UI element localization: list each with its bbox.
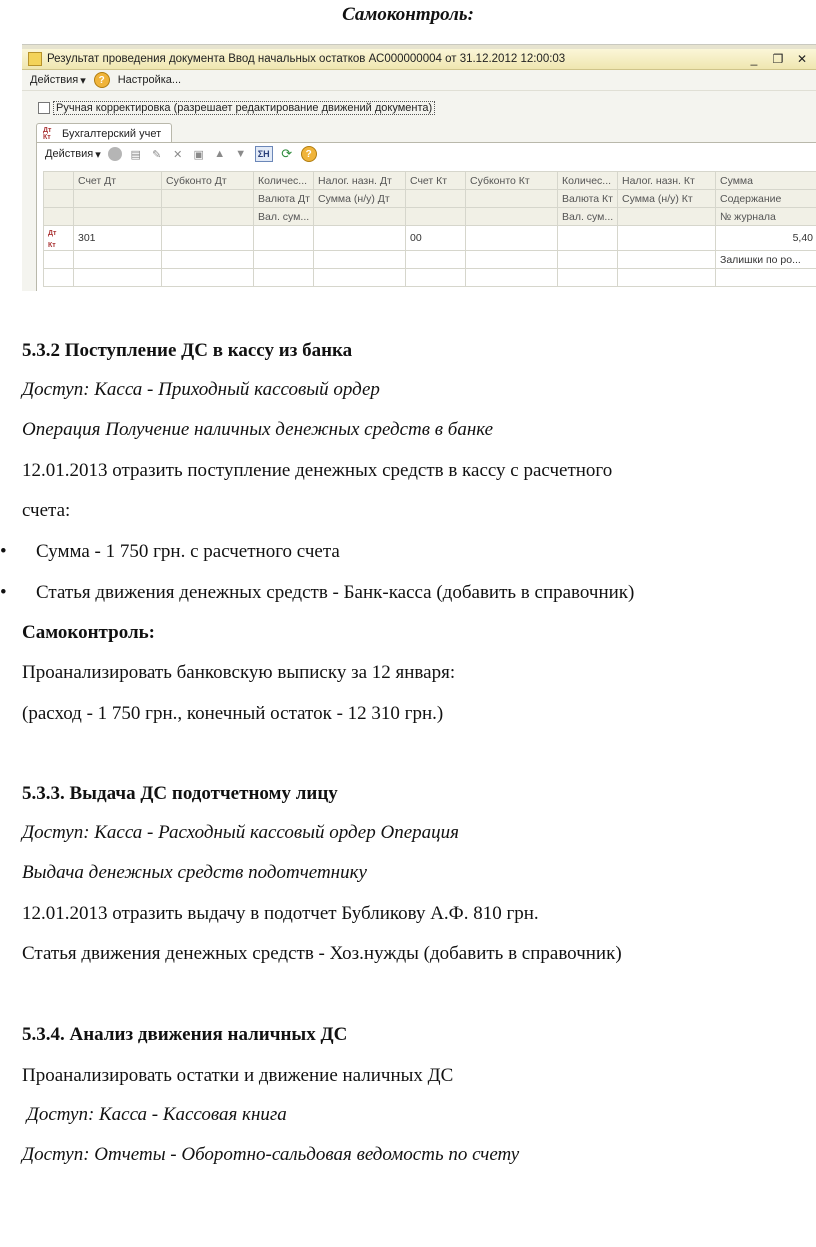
table-cell[interactable] <box>558 226 618 251</box>
table-header-row <box>44 190 816 208</box>
restore-icon[interactable]: ❐ <box>772 52 784 66</box>
operation-532: Операция Получение наличных денежных средств в банке <box>22 419 494 440</box>
table-cell[interactable] <box>466 269 558 287</box>
table-cell[interactable] <box>314 251 406 269</box>
operation-533: Выдача денежных средств подотчетнику <box>22 862 367 883</box>
table-cell[interactable] <box>466 251 558 269</box>
minimize-icon[interactable]: _ <box>750 52 758 66</box>
access-532: Доступ: Касса - Приходный кассовый ордер <box>22 379 380 400</box>
text-533-2: Статья движения денежных средств - Хоз.нужды (добавить в справочник) <box>22 943 622 964</box>
accounting-panel <box>36 142 816 291</box>
tab-accounting-label: Бухгалтерский учет <box>62 127 162 140</box>
document-icon <box>28 52 42 66</box>
save-icon[interactable]: ▣ <box>193 148 204 161</box>
move-up-icon[interactable]: ▲ <box>214 148 226 160</box>
table-cell[interactable] <box>466 226 558 251</box>
header-cell <box>466 208 558 226</box>
table-cell[interactable] <box>558 251 618 269</box>
header-cell <box>44 208 74 226</box>
table-cell[interactable] <box>254 251 314 269</box>
window-title: Результат проведения документа Ввод начальных остатков АС000000004 от 31.12.2012 12:00:03 <box>47 53 566 65</box>
debit-account-cell[interactable]: 301 <box>74 226 162 251</box>
copy-icon[interactable]: ▤ <box>130 148 141 161</box>
table-header-row <box>44 172 816 190</box>
table-cell[interactable] <box>74 251 162 269</box>
table-cell[interactable] <box>74 269 162 287</box>
chevron-down-icon: ▾ <box>80 74 86 87</box>
header-cell <box>44 172 74 190</box>
header-cell[interactable]: Сумма <box>716 172 816 190</box>
table-cell <box>44 269 74 287</box>
actions-menu-button[interactable] <box>30 74 86 87</box>
dt-kt-icon: Дт Кт <box>48 230 57 249</box>
content-cell[interactable]: Залишки по ро... <box>716 251 816 269</box>
row-icon-cell <box>44 226 74 251</box>
table-cell[interactable] <box>618 269 716 287</box>
close-icon[interactable]: ✕ <box>796 52 808 66</box>
header-cell[interactable]: Сумма (н/у) Дт <box>314 190 406 208</box>
header-cell[interactable]: Субконто Кт <box>466 172 558 190</box>
bullet-icon: • <box>0 582 7 603</box>
table-cell[interactable] <box>314 226 406 251</box>
table-cell <box>44 251 74 269</box>
doc-title: Самоконтроль: <box>342 4 474 25</box>
header-cell <box>162 190 254 208</box>
settings-button[interactable]: Настройка... <box>117 74 182 86</box>
header-cell[interactable]: Содержание <box>716 190 816 208</box>
section-heading-533: 5.3.3. Выдача ДС подотчетному лицу <box>22 783 338 804</box>
header-cell <box>406 208 466 226</box>
header-cell[interactable]: Вал. сум... <box>254 208 314 226</box>
header-cell[interactable]: Вал. сум... <box>558 208 618 226</box>
table-cell[interactable] <box>162 226 254 251</box>
window-toolbar <box>22 70 816 91</box>
header-cell[interactable]: Количес... <box>254 172 314 190</box>
window-titlebar <box>22 49 816 70</box>
table-cell[interactable] <box>618 251 716 269</box>
totals-icon[interactable]: ΣH <box>255 146 273 162</box>
table-row[interactable] <box>44 269 816 287</box>
header-cell <box>314 208 406 226</box>
grid-actions-menu-button[interactable] <box>45 148 101 161</box>
table-row[interactable] <box>44 226 816 251</box>
edit-icon[interactable]: ✎ <box>152 148 162 161</box>
chevron-down-icon: ▾ <box>95 148 101 161</box>
section-heading-534: 5.3.4. Анализ движения наличных ДС <box>22 1024 348 1045</box>
header-cell <box>466 190 558 208</box>
header-cell <box>162 208 254 226</box>
table-cell[interactable] <box>406 251 466 269</box>
manual-edit-checkbox[interactable] <box>38 102 50 114</box>
header-cell[interactable]: № журнала <box>716 208 816 226</box>
header-cell <box>74 190 162 208</box>
table-header-row <box>44 208 816 226</box>
table-cell[interactable] <box>406 269 466 287</box>
analyze-532-2: (расход - 1 750 грн., конечный остаток - 12 310 грн.) <box>22 703 444 724</box>
table-cell[interactable] <box>162 251 254 269</box>
text-533-1: 12.01.2013 отразить выдачу в подотчет Бубликову А.Ф. 810 грн. <box>22 903 539 924</box>
delete-icon[interactable]: ✕ <box>173 148 183 161</box>
list-item: Сумма - 1 750 грн. с расчетного счета <box>36 541 340 562</box>
table-cell[interactable] <box>618 226 716 251</box>
header-cell[interactable]: Налог. назн. Кт <box>618 172 716 190</box>
table-row[interactable] <box>44 251 816 269</box>
manual-edit-label[interactable]: Ручная корректировка (разрешает редактирование движений документа) <box>53 101 435 115</box>
add-icon[interactable] <box>108 147 122 161</box>
actions-label: Действия <box>30 74 79 86</box>
table-cell[interactable] <box>558 269 618 287</box>
list-item: Статья движения денежных средств - Банк-касса (добавить в справочник) <box>36 582 635 603</box>
table-cell[interactable] <box>254 226 314 251</box>
help-icon[interactable]: ? <box>94 72 110 88</box>
bullet-icon: • <box>0 541 7 562</box>
section-heading-532: 5.3.2 Поступление ДС в кассу из банка <box>22 340 353 361</box>
text-534-1: Проанализировать остатки и движение наличных ДС <box>22 1065 454 1086</box>
dt-kt-icon: Дт Кт <box>43 126 52 141</box>
header-cell[interactable]: Субконто Дт <box>162 172 254 190</box>
header-cell[interactable]: Счет Дт <box>74 172 162 190</box>
self-control-label: Самоконтроль: <box>22 622 155 643</box>
header-cell <box>74 208 162 226</box>
table-cell[interactable] <box>254 269 314 287</box>
header-cell <box>44 190 74 208</box>
table-cell[interactable] <box>716 269 816 287</box>
text-532-2: счета: <box>22 500 71 521</box>
text-532-1: 12.01.2013 отразить поступление денежных средств в кассу с расчетного <box>22 460 613 481</box>
manual-edit-row <box>38 101 435 115</box>
result-window <box>22 44 816 291</box>
grid-actions-label: Действия <box>45 148 94 160</box>
table-cell[interactable] <box>314 269 406 287</box>
grid-help-icon[interactable]: ? <box>301 146 317 162</box>
header-cell[interactable]: Налог. назн. Дт <box>314 172 406 190</box>
header-cell <box>406 190 466 208</box>
access-533: Доступ: Касса - Расходный кассовый ордер Операция <box>22 822 459 843</box>
header-cell[interactable]: Количес... <box>558 172 618 190</box>
credit-account-cell[interactable]: 00 <box>406 226 466 251</box>
table-cell[interactable] <box>162 269 254 287</box>
access-534-1: Доступ: Касса - Кассовая книга <box>22 1104 287 1125</box>
refresh-icon[interactable]: ⟳ <box>281 146 293 161</box>
tab-accounting[interactable] <box>36 123 172 143</box>
header-cell[interactable]: Счет Кт <box>406 172 466 190</box>
movements-table <box>43 171 816 287</box>
header-cell[interactable]: Валюта Кт <box>558 190 618 208</box>
move-down-icon[interactable]: ▼ <box>235 148 247 160</box>
grid-toolbar <box>37 143 816 165</box>
access-534-2: Доступ: Отчеты - Оборотно-сальдовая ведомость по счету <box>22 1144 520 1165</box>
amount-cell[interactable]: 5,40 <box>716 226 816 251</box>
header-cell[interactable]: Валюта Дт <box>254 190 314 208</box>
header-cell <box>618 208 716 226</box>
analyze-532-1: Проанализировать банковскую выписку за 12 января: <box>22 662 456 683</box>
header-cell[interactable]: Сумма (н/у) Кт <box>618 190 716 208</box>
